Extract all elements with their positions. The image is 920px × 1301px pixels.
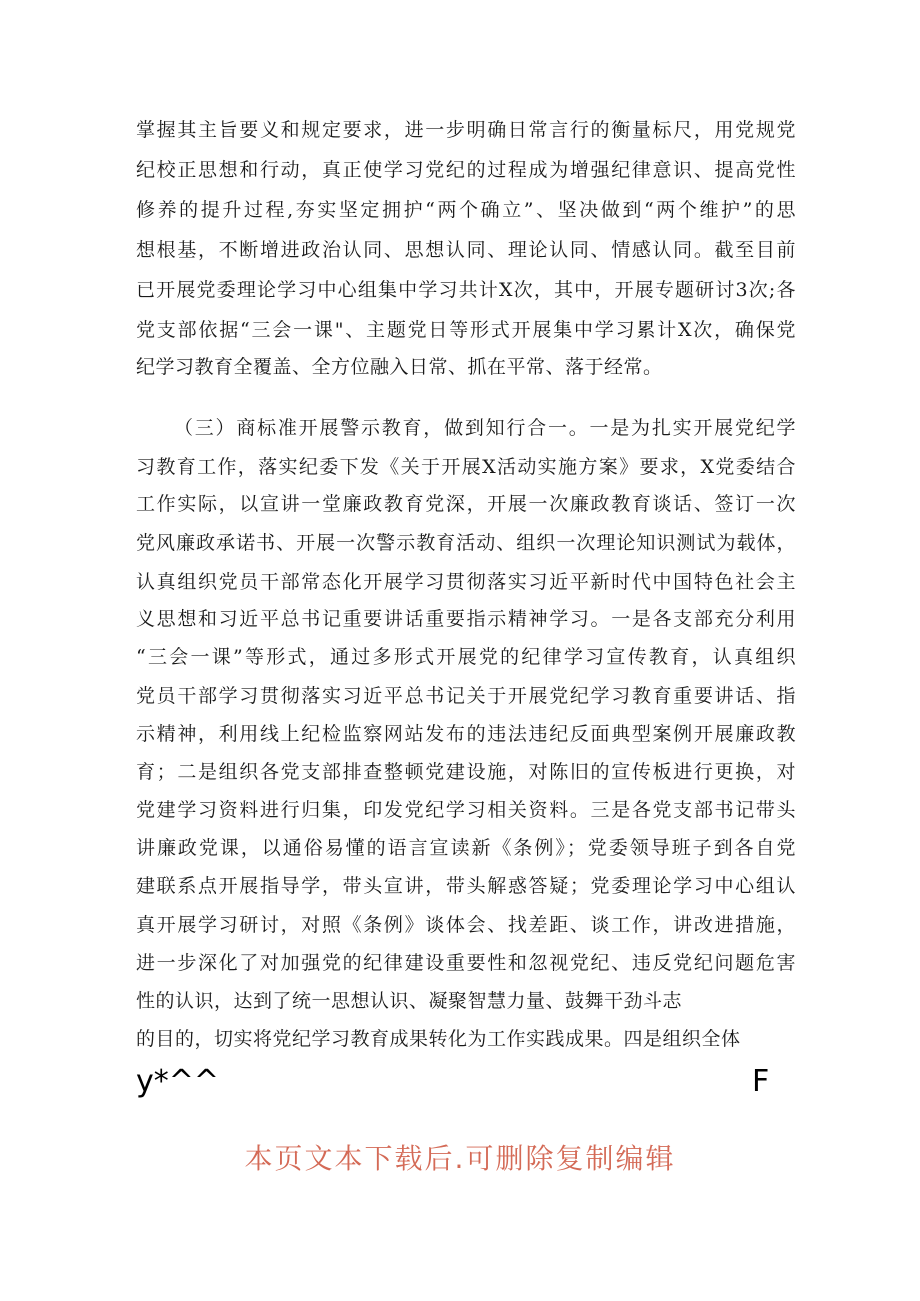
text-line: 纪学习教育全覆盖、全方位融入日常、抓在平常、落于经常。 <box>136 356 663 378</box>
text-line: 工作实际，以宣讲一堂廉政教育党深，开展一次廉政教育谈话、签订一次 <box>136 493 796 515</box>
text-line: “三会一课”等形式，通过多形式开展党的纪律学习宣传教育，认真组织 <box>136 646 796 668</box>
text-line: 性的认识，达到了统一思想认识、凝聚智慧力量、鼓舞干劲斗志 <box>136 990 683 1012</box>
text-line: 讲廉政党课，以通俗易懂的语言宣读新《条例》；党委领导班子到各自党 <box>136 837 796 859</box>
text-line: 党建学习资料进行归集，印发党纪学习相关资料。三是各党支部书记带头 <box>136 799 796 821</box>
text-line: 想根基，不断增进政治认同、思想认同、理论认同、情感认同。截至目前 <box>136 239 796 261</box>
watermark-text: 本页文本下载后.可删除复制编辑 <box>244 1142 676 1175</box>
text-line: 掌握其主旨要义和规定要求，进一步明确日常言行的衡量标尺，用党规党 <box>136 119 796 141</box>
text-line: 认真组织党员干部常态化开展学习贯彻落实习近平新时代中国特色社会主 <box>136 571 796 593</box>
text-line: 建联系点开展指导学，带头宣讲，带头解惑答疑；党委理论学习中心组认 <box>136 875 796 897</box>
text-line: 纪校正思想和行动，真正使学习党纪的过程成为增强纪律意识、提高党性 <box>136 159 796 181</box>
text-line: 示精神，利用线上纪检监察网站发布的违法违纪反面典型案例开展廉政教 <box>136 723 796 745</box>
text-line: 修养的提升过程,夯实坚定拥护“两个确立”、坚决做到“两个维护”的思 <box>136 199 796 221</box>
text-line: 党员干部学习贯彻落实习近平总书记关于开展党纪学习教育重要讲话、指 <box>136 685 796 707</box>
text-line: 党支部依据“三会一课"、主题党日等形式开展集中学习累计X次，确保党 <box>136 319 796 341</box>
text-line: （三）商标准开展警示教育，做到知行合一。一是为扎实开展党纪学 <box>174 417 796 439</box>
text-line: 真开展学习研讨，对照《条例》谈体会、找差距、谈工作，讲改进措施， <box>136 914 796 936</box>
text-line: 进一步深化了对加强党的纪律建设重要性和忽视党纪、违反党纪问题危害 <box>136 952 796 974</box>
text-line: 已开展党委理论学习中心组集中学习共计X次，其中，开展专题研讨3次;各 <box>136 279 796 301</box>
text-line: 义思想和习近平总书记重要讲话重要指示精神学习。一是各支部充分利用 <box>136 608 796 630</box>
text-line: 习教育工作，落实纪委下发《关于开展X活动实施方案》要求，X党委结合 <box>136 456 796 478</box>
footer-mark-left: y*^^ <box>136 1064 220 1099</box>
text-line: 党风廉政承诺书、开展一次警示教育活动、组织一次理论知识测试为载体， <box>136 532 796 554</box>
text-line: 育；二是组织各党支部排查整顿党建设施，对陈旧的宣传板进行更换，对 <box>136 761 796 783</box>
text-line: 的目的，切实将党纪学习教育成果转化为工作实践成果。四是组织全体 <box>136 1028 741 1050</box>
footer-mark-right: F <box>752 1064 770 1099</box>
